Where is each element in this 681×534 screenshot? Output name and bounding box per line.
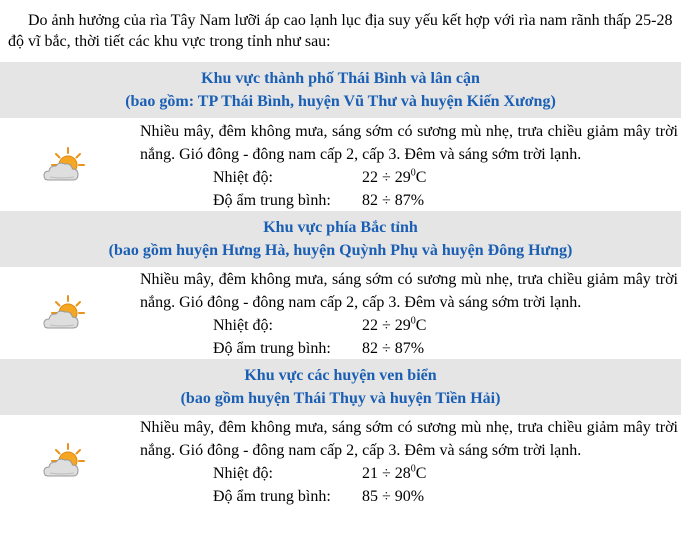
- humidity-value: 82 ÷ 87%: [362, 340, 425, 357]
- partly-cloudy-sun-icon: [42, 442, 86, 482]
- partly-cloudy-sun-icon: [42, 146, 86, 186]
- forecast-text: Nhiều mây, đêm không mưa, sáng sớm có sương mù nhẹ, trưa chiều giảm mây trời nắng. Gió đông - đông nam cấp 2, cấp 3. Đêm và sáng sớm trời lạnh.: [140, 123, 678, 163]
- region-name: Khu vực thành phố Thái Bình và lân cận: [201, 70, 480, 87]
- humidity-label: Độ ẩm trung bình:: [213, 192, 331, 209]
- temperature-label: Nhiệt độ:: [213, 465, 273, 482]
- humidity-label: Độ ẩm trung bình:: [213, 340, 331, 357]
- temperature-value: $22 \div 29^0C$: [362, 315, 427, 334]
- region-subtitle: (bao gồm huyện Hưng Hà, huyện Quỳnh Phụ và huyện Đông Hưng): [108, 242, 573, 259]
- region-name: Khu vực các huyện ven biển: [244, 367, 437, 384]
- forecast-text: Nhiều mây, đêm không mưa, sáng sớm có sương mù nhẹ, trưa chiều giảm mây trời nắng. Gió đông - đông nam cấp 2, cấp 3. Đêm và sáng sớm trời lạnh.: [140, 271, 678, 311]
- region-header: [0, 359, 681, 415]
- region-subtitle: (bao gồm: TP Thái Bình, huyện Vũ Thư và huyện Kiến Xương): [125, 93, 556, 110]
- temperature-label: Nhiệt độ:: [213, 169, 273, 186]
- humidity-label: Độ ẩm trung bình:: [213, 488, 331, 505]
- region-subtitle: (bao gồm huyện Thái Thụy và huyện Tiền Hải): [180, 390, 501, 407]
- region-forecast-block: [0, 416, 681, 510]
- region-name: Khu vực phía Bắc tỉnh: [263, 219, 418, 236]
- region-header: [0, 211, 681, 267]
- region-forecast-block: [0, 120, 681, 214]
- temperature-value: $21 \div 28^0C$: [362, 463, 427, 482]
- forecast-text: Nhiều mây, đêm không mưa, sáng sớm có sương mù nhẹ, trưa chiều giảm mây trời nắng. Gió đông - đông nam cấp 2, cấp 3. Đêm và sáng sớm trời lạnh.: [140, 419, 678, 459]
- humidity-value: 85 ÷ 90%: [362, 488, 425, 505]
- partly-cloudy-sun-icon: [42, 294, 86, 334]
- region-forecast-block: [0, 268, 681, 362]
- humidity-value: 82 ÷ 87%: [362, 192, 425, 209]
- region-header: [0, 62, 681, 118]
- temperature-value: $22 \div 29^0C$: [362, 167, 427, 186]
- temperature-label: Nhiệt độ:: [213, 317, 273, 334]
- intro-paragraph: Do ảnh hưởng của rìa Tây Nam lưỡi áp cao lạnh lục địa suy yếu kết hợp với rìa nam rãnh thấp 25-28 độ vĩ bắc, thời tiết các khu vực trong tỉnh như sau:: [8, 12, 673, 50]
